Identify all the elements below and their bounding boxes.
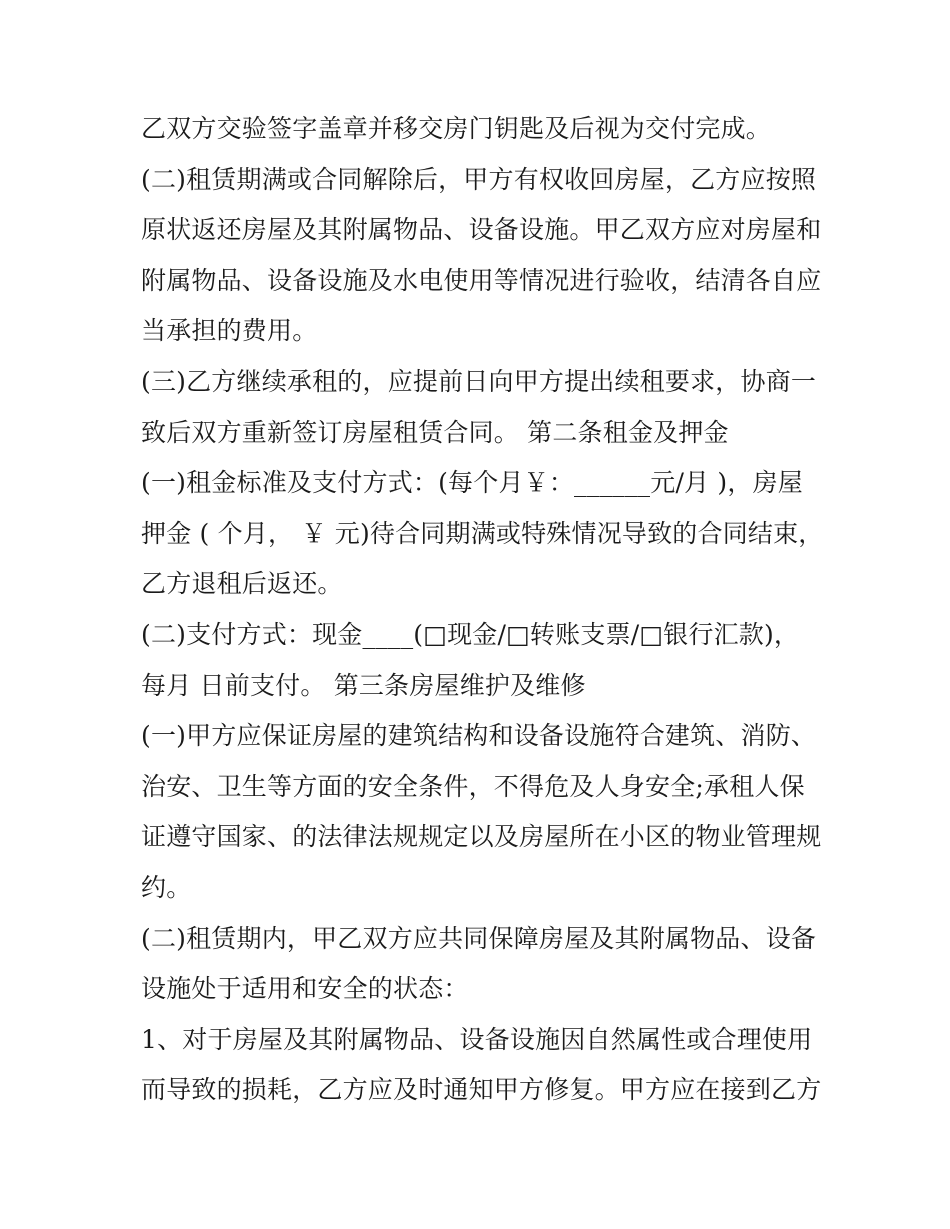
text-line: 乙双方交验签字盖章并移交房门钥匙及后视为交付完成。 bbox=[141, 114, 772, 143]
text-line: (三)乙方继续承租的，应提前日向甲方提出续租要求，协商一 bbox=[141, 366, 817, 396]
text-line: (二)租赁期内，甲乙双方应共同保障房屋及其附属物品、设备 bbox=[141, 923, 817, 953]
text-line: 而导致的损耗，乙方应及时通知甲方修复。甲方应在接到乙方 bbox=[141, 1075, 822, 1105]
text-line: (二)租赁期满或合同解除后，甲方有权收回房屋，乙方应按照 bbox=[141, 164, 817, 194]
text-line: 每月 日前支付。 第三条房屋维护及维修 bbox=[141, 670, 586, 700]
text-line: 原状返还房屋及其附属物品、设备设施。甲乙双方应对房屋和 bbox=[141, 215, 822, 245]
text-line: 设施处于适用和安全的状态： bbox=[141, 974, 469, 1004]
document-body bbox=[141, 104, 831, 1116]
text-line: 1、对于房屋及其附属物品、设备设施因自然属性或合理使用 bbox=[141, 1024, 813, 1054]
text-line: 乙方退租后返还。 bbox=[141, 569, 343, 599]
text-line: (二)支付方式：现金____(□现金/□转账支票/□银行汇款)， bbox=[141, 619, 800, 649]
text-line: 当承担的费用。 bbox=[141, 316, 318, 346]
text-line: 约。 bbox=[141, 872, 192, 902]
text-line: 治安、卫生等方面的安全条件，不得危及人身安全;承租人保 bbox=[141, 771, 805, 801]
text-line: 致后双方重新签订房屋租赁合同。 第二条租金及押金 bbox=[141, 417, 729, 447]
text-line: 附属物品、设备设施及水电使用等情况进行验收，结清各自应 bbox=[141, 265, 822, 295]
text-line: 押金 ( 个月， ￥ 元)待合同期满或特殊情况导致的合同结束， bbox=[141, 518, 824, 548]
text-line: 证遵守国家、的法律法规规定以及房屋所在小区的物业管理规 bbox=[141, 822, 822, 852]
text-line: (一)甲方应保证房屋的建筑结构和设备设施符合建筑、消防、 bbox=[141, 721, 817, 751]
text-line: (一)租金标准及支付方式：(每个月￥：______元/月 )，房屋 bbox=[141, 468, 803, 498]
